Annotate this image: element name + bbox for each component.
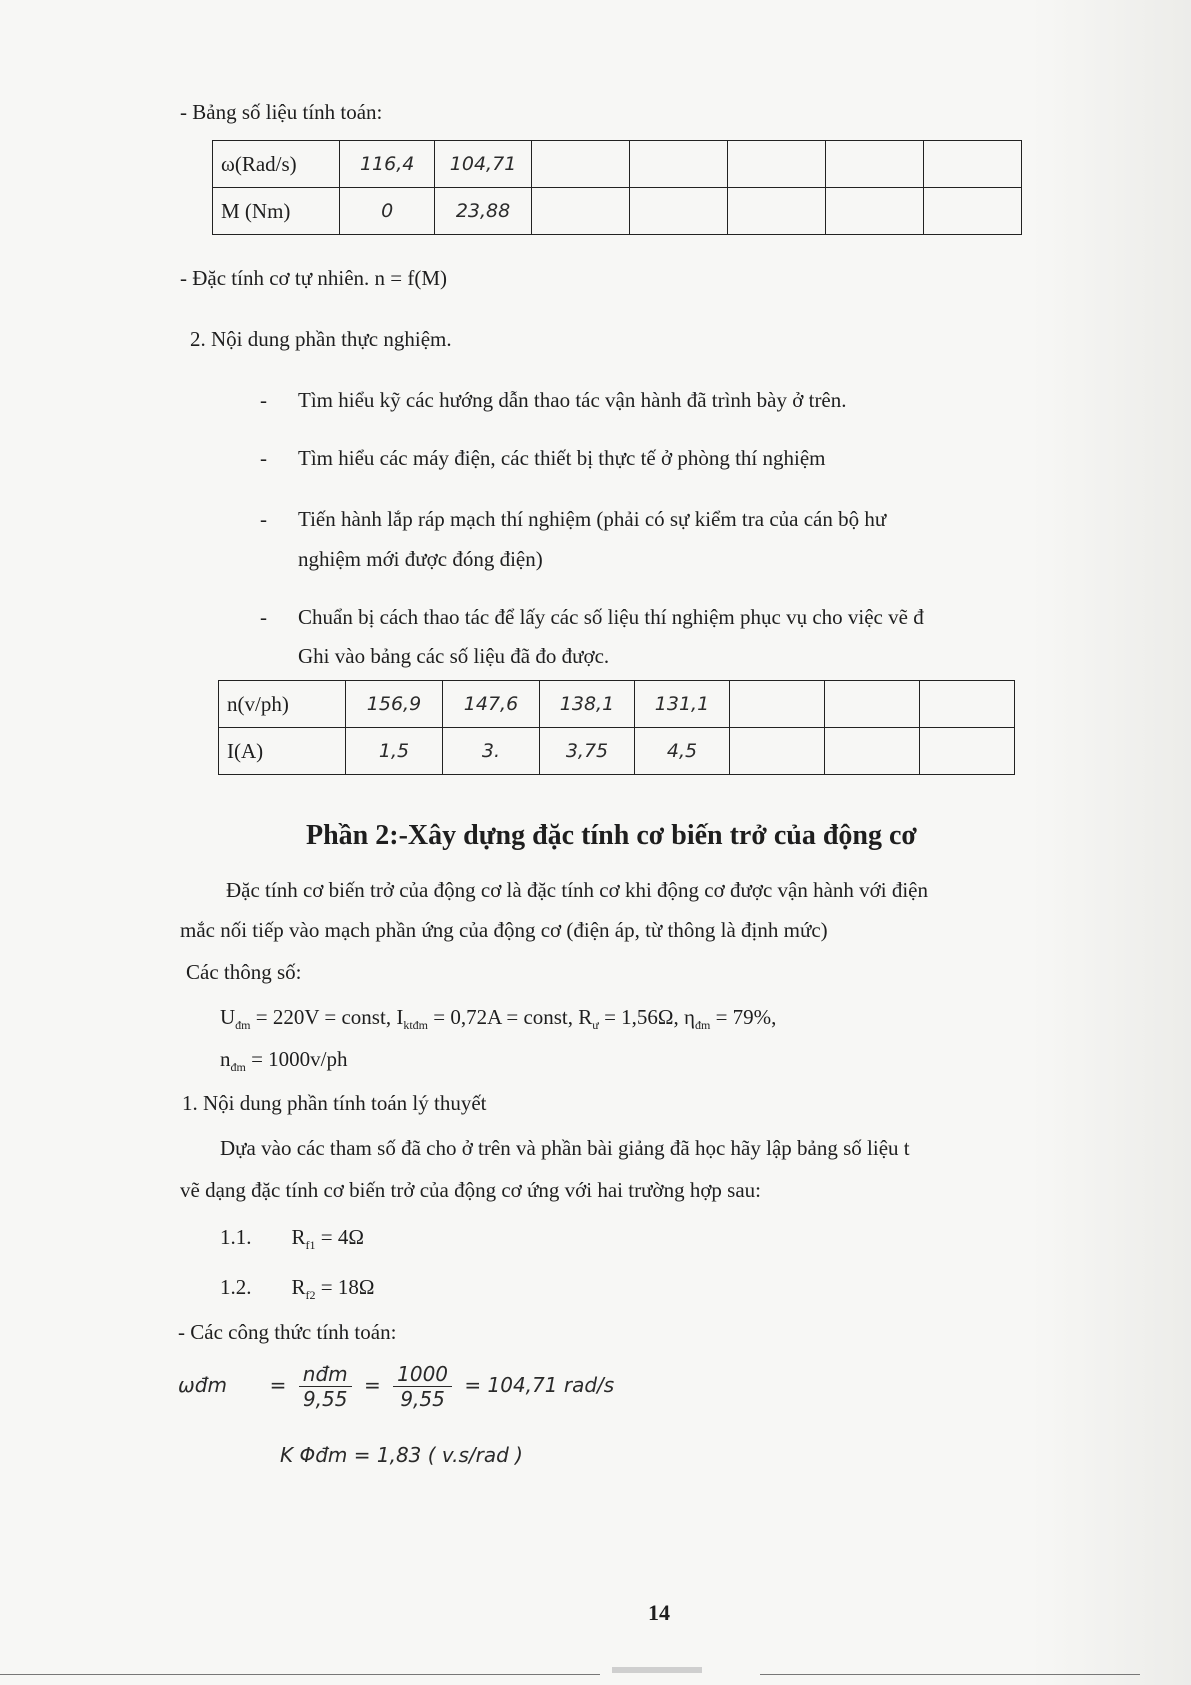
footer-mark [612, 1667, 702, 1673]
row-header: n(v/ph) [219, 681, 346, 728]
case-1: 1.1. $R_{f1} = 4\Omega$ [220, 1225, 364, 1253]
bullet-3-text: Tiến hành lắp ráp mạch thí nghiệm (phải có sự kiểm tra của cán bộ hư [298, 507, 887, 531]
bullet-4-text-cont: Ghi vào bảng các số liệu đã đo được. [298, 644, 610, 668]
table-cell: 4,5 [635, 728, 730, 775]
table-cell: 0 [339, 188, 435, 235]
table-cell: 131,1 [635, 681, 730, 728]
formula-label: - Các công thức tính toán: [178, 1320, 397, 1344]
bullet-dash: - [260, 605, 267, 629]
table-cell [825, 141, 923, 188]
section1-title: 1. Nội dung phần tính toán lý thuyết [182, 1091, 487, 1115]
table-cell: 3. [443, 728, 540, 775]
table-cell [727, 188, 825, 235]
bullet-dash: - [260, 507, 267, 531]
table-row [213, 141, 1022, 188]
natural-characteristic-line: - Đặc tính cơ tự nhiên. n = f(M) [180, 266, 448, 290]
params-label: Các thông số: [186, 960, 302, 984]
table-cell [629, 188, 727, 235]
table-cell [825, 188, 923, 235]
table-cell [825, 681, 920, 728]
footer-rule [0, 1674, 600, 1675]
page-edge-shadow [1031, 0, 1191, 1685]
handwritten-omega-formula: ωđm = $\frac{\text{nđm}}{9,55}$ = $\frac{1000}{9,55}$ = 104,71 rad/s [178, 1362, 615, 1411]
bullet-2-text: Tìm hiểu các máy điện, các thiết bị thực tế ở phòng thí nghiệm [298, 446, 826, 470]
experiment-data-table [218, 680, 1015, 775]
table-cell: 3,75 [540, 728, 635, 775]
calc-table-label: - Bảng số liệu tính toán: [180, 100, 383, 124]
table-row [213, 188, 1022, 235]
table-cell [920, 681, 1015, 728]
table-cell [531, 188, 629, 235]
bullet-3-text-cont: nghiệm mới được đóng điện) [298, 547, 543, 571]
table-cell: 138,1 [540, 681, 635, 728]
table-cell [629, 141, 727, 188]
table-cell [727, 141, 825, 188]
table-cell: 147,6 [443, 681, 540, 728]
part2-heading: Phần 2:-Xây dựng đặc tính cơ biến trở của động cơ [306, 820, 917, 851]
table-cell: 156,9 [346, 681, 443, 728]
section2-title: 2. Nội dung phần thực nghiệm. [190, 327, 452, 351]
table-cell [825, 728, 920, 775]
handwritten-kphi: K Φđm = 1,83 ( v.s/rad ) [280, 1443, 523, 1467]
row-header: I(A) [219, 728, 346, 775]
table-cell: 104,71 [435, 141, 531, 188]
params-line2: $n_{đm} = 1000v/ph$ [220, 1047, 348, 1075]
row-header: M (Nm) [213, 188, 340, 235]
table-cell [730, 728, 825, 775]
page-number: 14 [648, 1600, 670, 1625]
params-line1: $U_{đm} = 220V$ = const, $I_{ktđm} = 0,72A$ = const, $R_ư = 1,56\Omega$, $\eta_{đm} = 79\%$, [220, 1005, 777, 1033]
part2-para-line4: vẽ dạng đặc tính cơ biến trở của động cơ ứng với hai trường hợp sau: [180, 1178, 762, 1202]
bullet-dash: - [260, 388, 267, 412]
table-cell [730, 681, 825, 728]
bullet-1-text: Tìm hiểu kỹ các hướng dẫn thao tác vận hành đã trình bày ở trên. [298, 388, 847, 412]
row-header: ω(Rad/s) [213, 141, 340, 188]
table-cell [920, 728, 1015, 775]
bullet-4-text: Chuẩn bị cách thao tác để lấy các số liệu thí nghiệm phục vụ cho việc vẽ đ [298, 605, 924, 629]
part2-para-line1: Đặc tính cơ biến trở của động cơ là đặc tính cơ khi động cơ được vận hành với điện [226, 878, 929, 902]
bullet-dash: - [260, 446, 267, 470]
table-cell [923, 188, 1021, 235]
part2-para-line3: Dựa vào các tham số đã cho ở trên và phần bài giảng đã học hãy lập bảng số liệu t [220, 1136, 910, 1160]
calc-data-table [212, 140, 1022, 235]
table-cell [531, 141, 629, 188]
case-2: 1.2. $R_{f2} = 18\Omega$ [220, 1275, 375, 1303]
table-cell [923, 141, 1021, 188]
part2-para-line2: mắc nối tiếp vào mạch phần ứng của động cơ (điện áp, từ thông là định mức) [180, 918, 828, 942]
table-cell: 116,4 [339, 141, 435, 188]
table-row [219, 681, 1015, 728]
table-cell: 23,88 [435, 188, 531, 235]
table-cell: 1,5 [346, 728, 443, 775]
footer-rule [760, 1674, 1140, 1675]
table-row [219, 728, 1015, 775]
